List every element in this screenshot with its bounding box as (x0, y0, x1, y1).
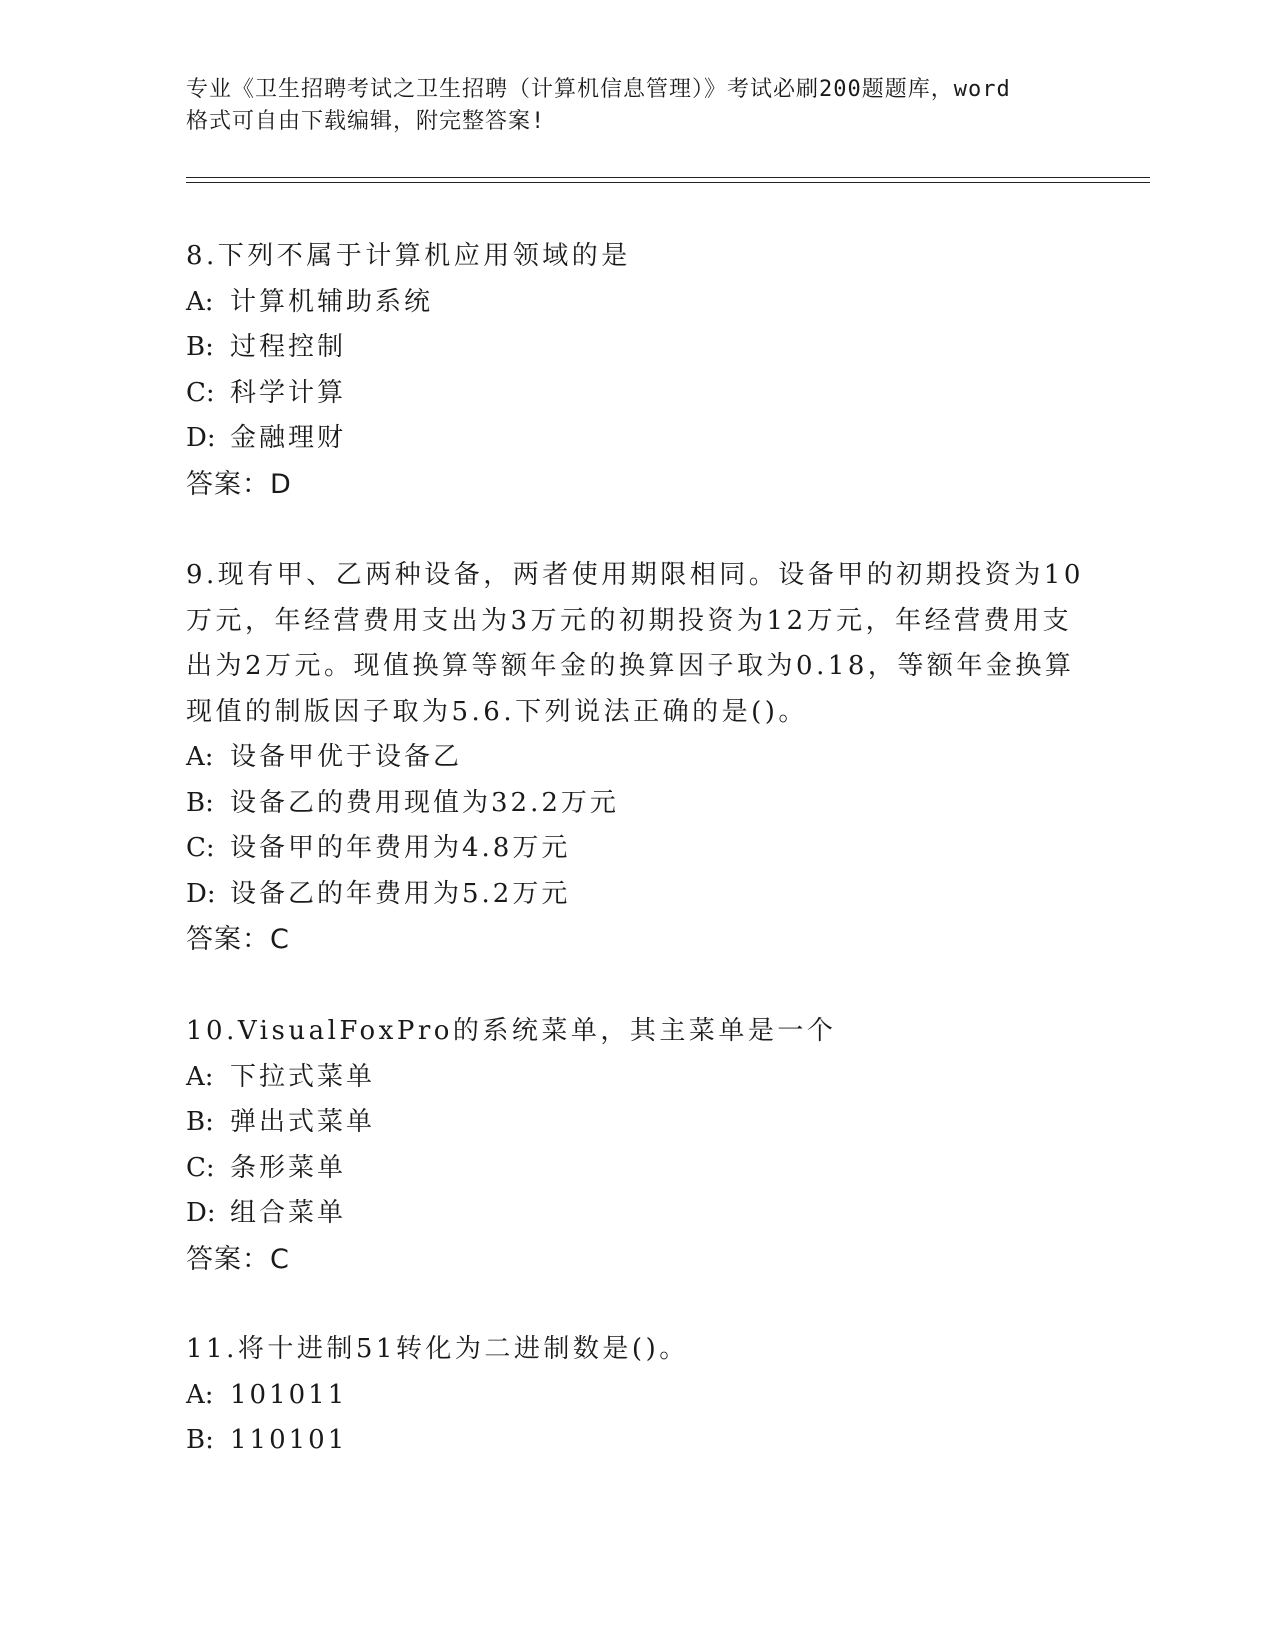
option-key: B: (186, 332, 214, 362)
question-stem: 10.VisualFoxPro的系统菜单，其主菜单是一个 (186, 1016, 837, 1046)
question-stem: 11.将十进制51转化为二进制数是()。 (186, 1334, 689, 1364)
option-d (186, 1191, 1086, 1237)
document-header (186, 74, 1086, 138)
option-text: 设备甲优于设备乙 (230, 742, 463, 772)
option-text: 设备乙的年费用为5.2万元 (230, 878, 571, 909)
option-c (186, 1146, 1086, 1192)
option-d (186, 872, 1086, 918)
option-key: B: (186, 787, 214, 818)
header-line-1: 专业《卫生招聘考试之卫生招聘（计算机信息管理）》考试必刷200题题库，word (186, 77, 1011, 102)
option-key: B: (186, 1107, 214, 1137)
option-text: 过程控制 (230, 332, 347, 362)
option-key: D: (186, 423, 216, 453)
option-a (186, 735, 1086, 781)
option-text: 弹出式菜单 (230, 1107, 376, 1137)
option-b (186, 325, 1086, 371)
option-b (186, 781, 1086, 827)
answer: 答案：C (186, 1243, 290, 1275)
answer: 答案：D (186, 468, 292, 500)
option-a (186, 1373, 1086, 1419)
option-key: C: (186, 1152, 215, 1183)
option-text: 计算机辅助系统 (230, 286, 434, 317)
option-a (186, 280, 1086, 326)
question-stem-line-2: 万元，年经营费用支出为3万元的初期投资为12万元，年经营费用支 (186, 605, 1073, 636)
option-c (186, 826, 1086, 872)
option-text: 条形菜单 (230, 1152, 347, 1183)
header-line-2: 格式可自由下载编辑，附完整答案! (186, 109, 546, 134)
option-b (186, 1100, 1086, 1146)
option-text: 设备甲的年费用为4.8万元 (230, 833, 571, 863)
option-text: 科学计算 (230, 377, 347, 408)
option-key: D: (186, 1198, 216, 1228)
option-key: C: (186, 377, 215, 408)
option-text: 组合菜单 (230, 1198, 347, 1228)
option-a (186, 1055, 1086, 1101)
question-stem-line-3: 出为2万元。现值换算等额年金的换算因子取为0.18，等额年金换算 (186, 651, 1075, 681)
option-text: 101011 (230, 1379, 348, 1410)
option-text: 金融理财 (230, 423, 347, 453)
option-key: A: (186, 286, 214, 317)
option-key: A: (186, 1061, 214, 1092)
question-11 (186, 1327, 1086, 1464)
answer: 答案：C (186, 924, 290, 955)
option-text: 下拉式菜单 (230, 1061, 376, 1092)
option-key: D: (186, 878, 216, 909)
question-10 (186, 1009, 1086, 1282)
option-text: 110101 (230, 1425, 348, 1455)
header-divider-bottom (186, 182, 1150, 183)
option-c (186, 371, 1086, 417)
question-stem-line-4: 现值的制版因子取为5.6.下列说法正确的是()。 (186, 696, 808, 727)
question-stem: 8.下列不属于计算机应用领域的是 (186, 241, 631, 271)
option-key: A: (186, 1379, 214, 1410)
question-8 (186, 234, 1086, 507)
option-key: A: (186, 742, 214, 772)
option-key: B: (186, 1425, 214, 1455)
question-9 (186, 553, 1086, 963)
question-stem-line-1: 9.现有甲、乙两种设备，两者使用期限相同。设备甲的初期投资为10 (186, 560, 1084, 590)
option-d (186, 416, 1086, 462)
option-key: C: (186, 833, 215, 863)
option-b (186, 1418, 1086, 1464)
header-divider-top (186, 177, 1150, 178)
option-text: 设备乙的费用现值为32.2万元 (230, 787, 619, 818)
